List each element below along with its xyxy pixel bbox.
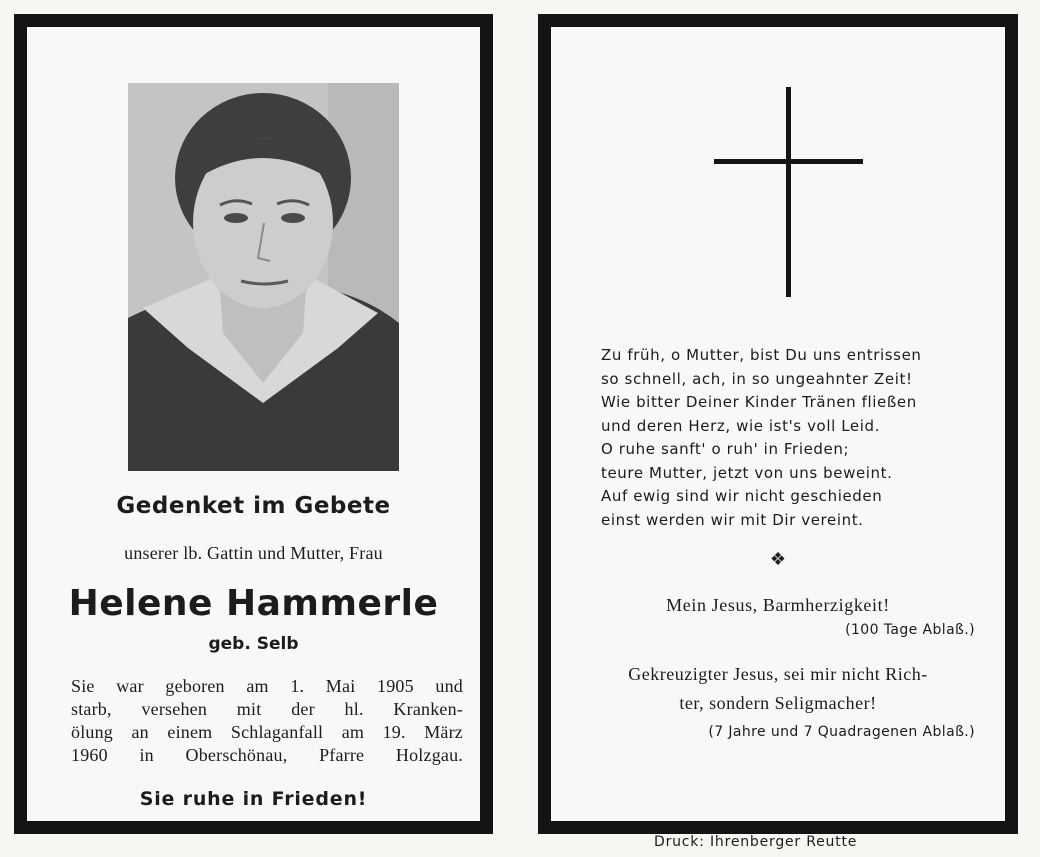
memorial-poem xyxy=(601,344,981,532)
poem-line: O ruhe sanft' o ruh' in Frieden; xyxy=(601,440,850,458)
bio-line: Sie war geboren am 1. Mai 1905 und xyxy=(71,676,463,696)
indulgence-note-1: (100 Tage Ablaß.) xyxy=(845,622,975,638)
biography xyxy=(71,675,463,767)
memorial-card-left xyxy=(14,14,493,834)
card-heading: Gedenket im Gebete xyxy=(116,493,391,519)
bio-line: 1960 in Oberschönau, Pfarre Holzgau. xyxy=(71,745,463,765)
poem-line: Wie bitter Deiner Kinder Tränen fließen xyxy=(601,393,917,411)
poem-line: und deren Herz, wie ist's voll Leid. xyxy=(601,416,881,435)
indulgence-note-2: (7 Jahre und 7 Quadragenen Ablaß.) xyxy=(708,724,975,740)
printer-credit: Druck: Ihrenberger Reutte xyxy=(654,834,858,850)
bio-line: ölung an einem Schlaganfall am 19. März xyxy=(71,722,463,742)
intro-text: unserer lb. Gattin und Mutter, Frau xyxy=(124,543,383,563)
blessing-text: Sie ruhe in Frieden! xyxy=(139,788,368,810)
memorial-card-right xyxy=(538,14,1018,834)
poem-line: so schnell, ach, in so ungeahnter Zeit! xyxy=(601,369,913,388)
ornament-icon: ❖ xyxy=(769,549,787,569)
poem-line: einst werden wir mit Dir vereint. xyxy=(601,510,864,529)
deceased-name: Helene Hammerle xyxy=(68,583,439,624)
poem-line: Auf ewig sind wir nicht geschieden xyxy=(601,487,883,505)
prayer-2-line-1: Gekreuzigter Jesus, sei mir nicht Rich- xyxy=(628,664,928,684)
bio-line: starb, versehen mit der hl. Kranken- xyxy=(71,699,463,719)
poem-line: teure Mutter, jetzt von uns beweint. xyxy=(601,463,893,482)
poem-line: Zu früh, o Mutter, bist Du uns entrissen xyxy=(601,346,922,364)
portrait-photo xyxy=(128,83,399,471)
prayer-2-line-2: ter, sondern Seligmacher! xyxy=(679,693,877,713)
prayer-1: Mein Jesus, Barmherzigkeit! xyxy=(666,595,890,615)
maiden-name: geb. Selb xyxy=(208,634,299,654)
